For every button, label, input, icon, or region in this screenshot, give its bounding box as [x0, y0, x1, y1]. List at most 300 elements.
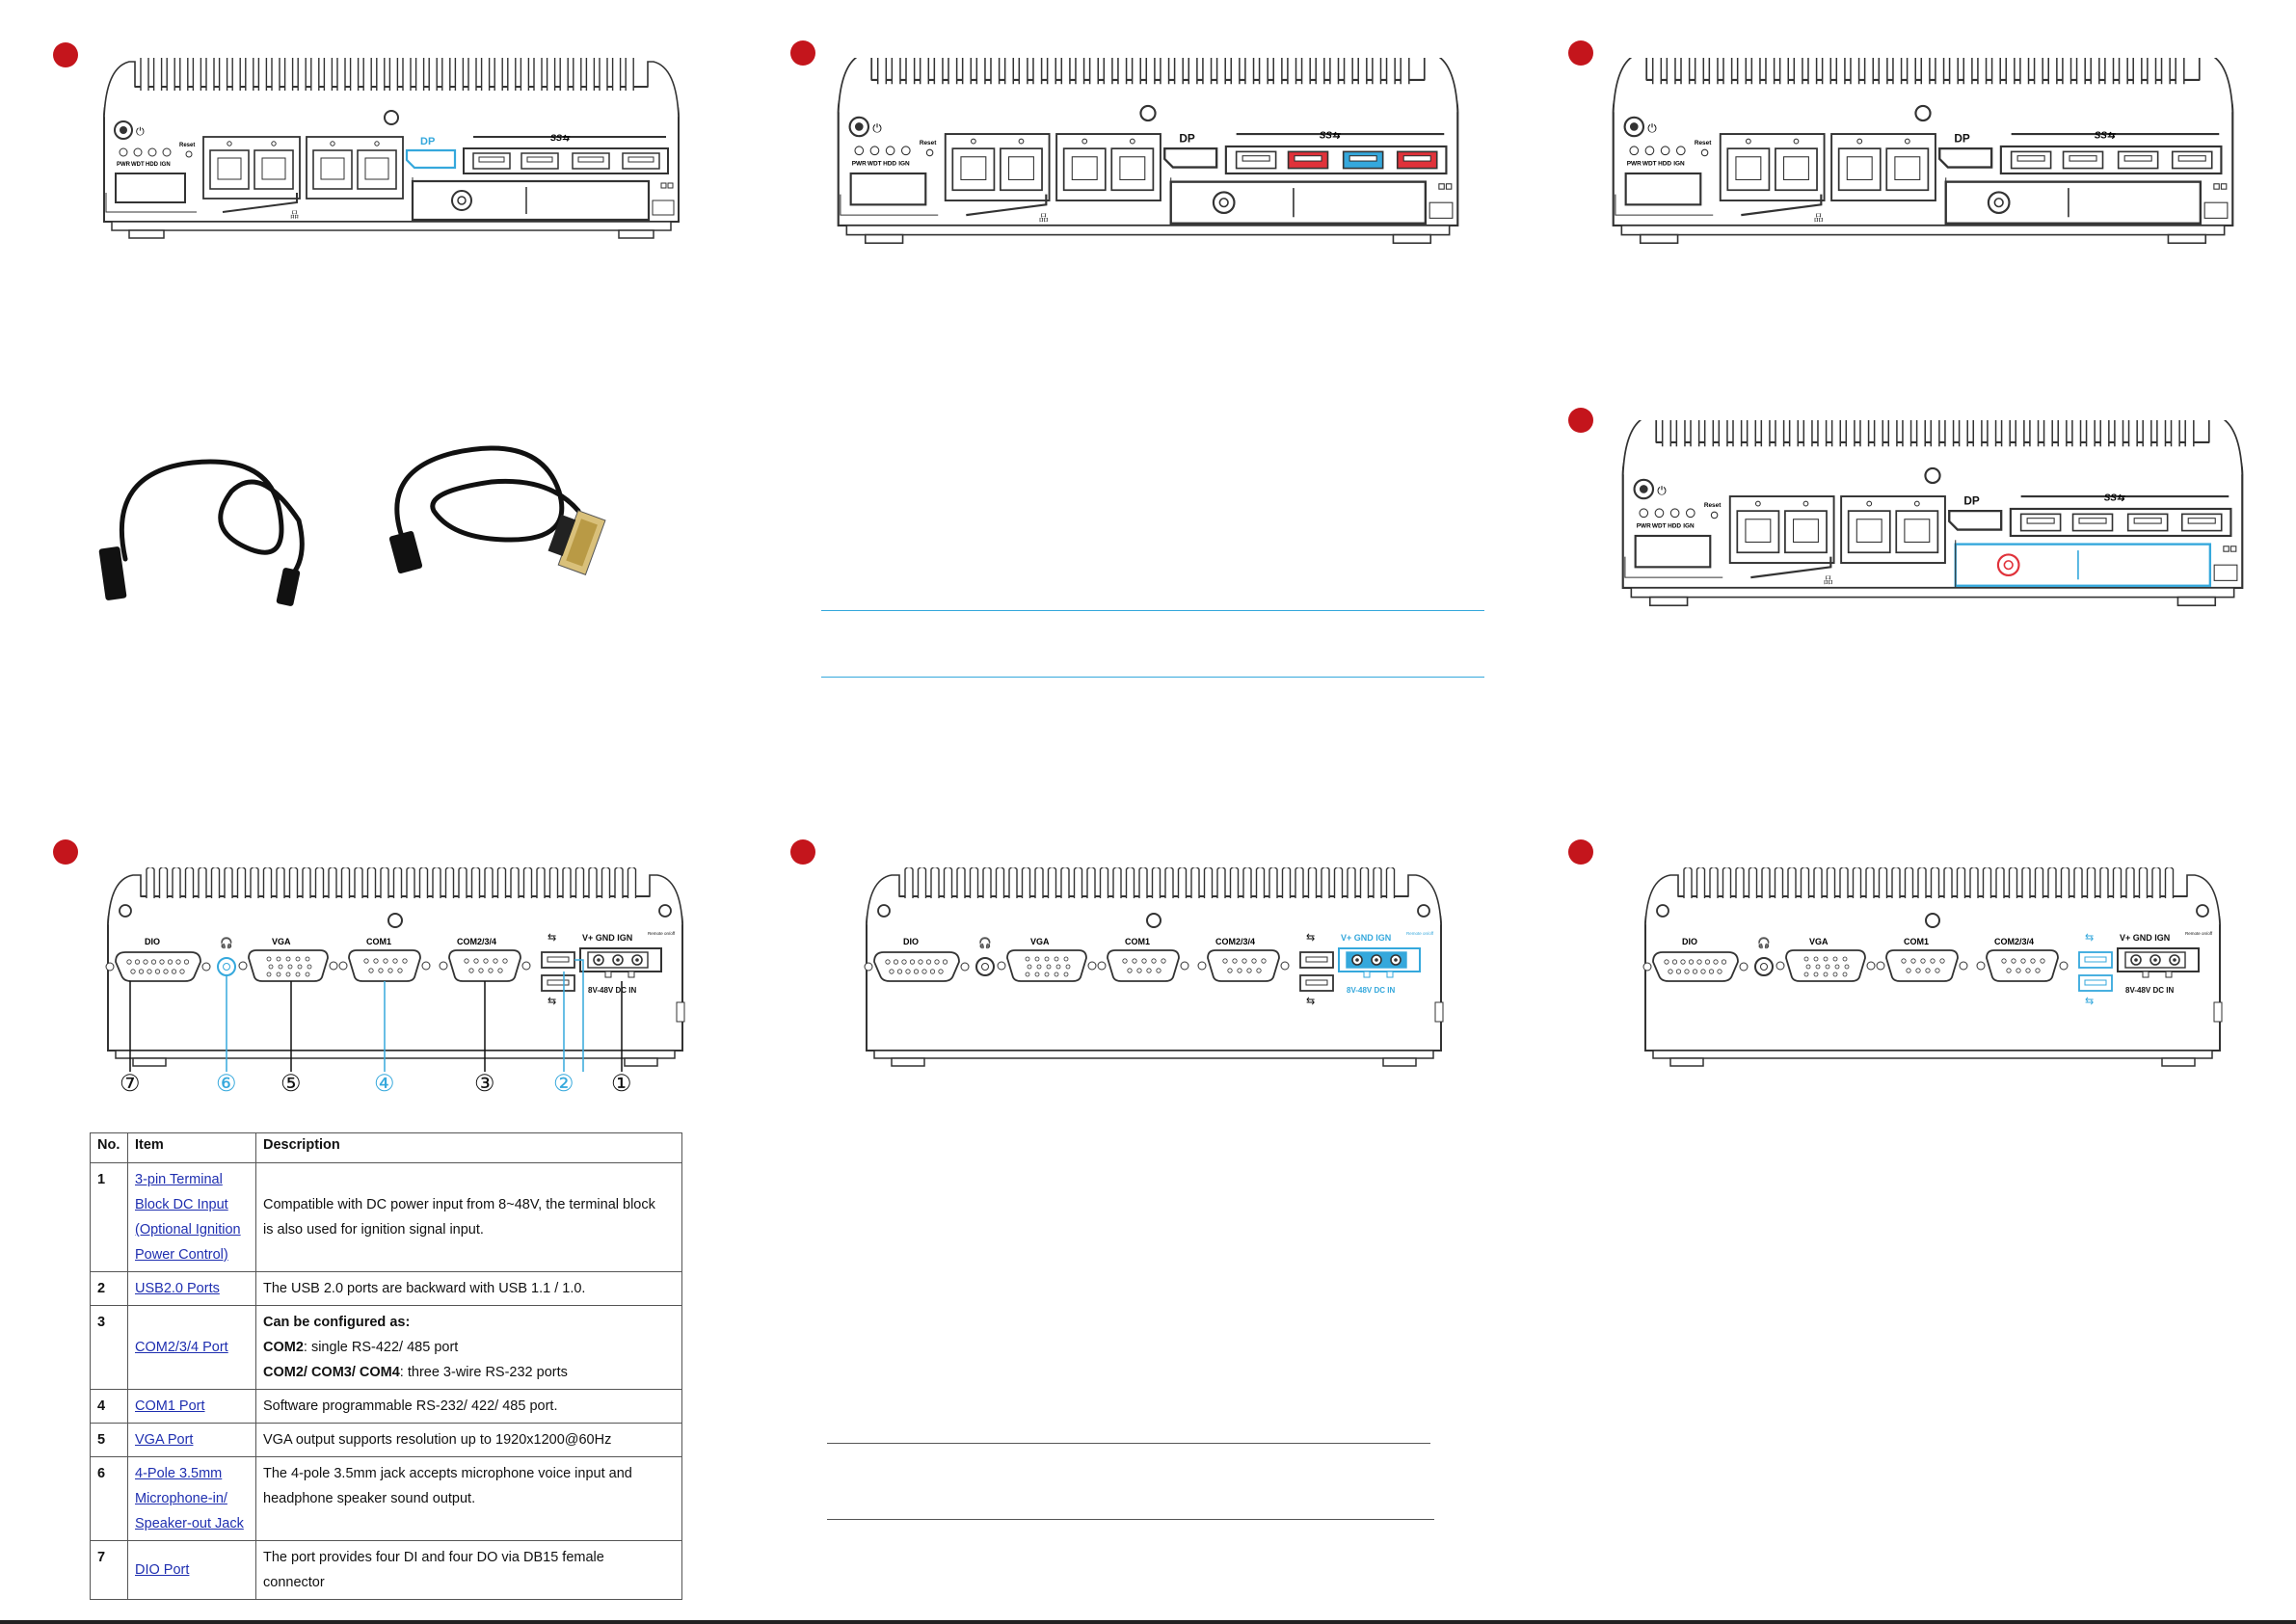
- heatsink-fin: [2172, 420, 2180, 446]
- heatsink-fin: [1749, 867, 1757, 898]
- pin: [1242, 959, 1246, 963]
- reset-label: Reset: [1703, 501, 1722, 509]
- heatsink-fin: [485, 867, 493, 898]
- com1-connector: [349, 950, 420, 981]
- heatsink-fin: [311, 58, 319, 91]
- terminal-screw-center: [1355, 958, 1359, 962]
- section-marker-7: [1568, 839, 1593, 865]
- heatsink-fin: [2020, 58, 2029, 84]
- connector-screw: [522, 962, 530, 970]
- screw-icon: [878, 905, 890, 917]
- pin: [403, 959, 407, 963]
- dp-label: DP: [1954, 131, 1970, 146]
- terminal-screw-center: [1375, 958, 1378, 962]
- page-footer-rule: [0, 1620, 2296, 1624]
- led-label-hdd: HDD: [146, 162, 158, 168]
- heatsink-fin: [342, 867, 350, 898]
- heatsink-fin: [212, 867, 220, 898]
- pin: [1257, 969, 1261, 972]
- heatsink-fin: [433, 867, 441, 898]
- usb-symbol-icon: ⇆: [2085, 932, 2095, 944]
- connector-screw: [1098, 962, 1106, 970]
- section-marker-6: [790, 839, 815, 865]
- led-label-ign: IGN: [898, 160, 910, 168]
- pin: [1685, 970, 1689, 973]
- heatsink-fin: [1033, 58, 1042, 84]
- pin: [1907, 969, 1910, 972]
- pin: [384, 959, 387, 963]
- heatsink-fin: [1681, 58, 1690, 84]
- led-label-wdt: WDT: [1642, 160, 1657, 168]
- heatsink-fin: [1814, 867, 1822, 898]
- heatsink-fin: [459, 867, 467, 898]
- pin: [465, 959, 468, 963]
- connector-screw: [1776, 962, 1784, 970]
- vga-label: VGA: [272, 937, 291, 946]
- heatsink-fin: [1973, 420, 1982, 446]
- heatsink-fin: [1104, 58, 1112, 84]
- usb3-port-tongue: [1242, 156, 1269, 161]
- heatsink-fin: [1302, 58, 1311, 84]
- foot-right: [625, 1058, 657, 1066]
- heatsink-fin: [160, 867, 168, 898]
- lan-port-inner: [1120, 157, 1145, 180]
- lan-port-inner: [321, 158, 344, 179]
- lan-led: [331, 142, 334, 146]
- heatsink-fin: [420, 867, 428, 898]
- dio-connector: [1653, 952, 1738, 981]
- bay-lock-center: [1994, 199, 2003, 207]
- heatsink-fin: [1048, 58, 1056, 84]
- heatsink-fin: [1243, 867, 1251, 898]
- pin: [180, 970, 184, 973]
- heatsink-fin: [2091, 58, 2099, 84]
- lan-led: [972, 139, 976, 144]
- foot-left: [129, 230, 164, 238]
- storage-bay: [1956, 545, 2210, 586]
- lan-led: [1867, 501, 1872, 506]
- lan-port-inner: [1794, 519, 1819, 543]
- power-symbol-icon: ⏻: [1647, 120, 1657, 135]
- heatsink-fin: [246, 58, 254, 91]
- heatsink-fin: [1322, 867, 1329, 898]
- header-item: Item: [128, 1133, 256, 1163]
- lan-led: [1747, 139, 1751, 144]
- led-indicator: [870, 146, 879, 155]
- usb3-port-tongue: [1295, 156, 1322, 161]
- heatsink-fin: [1309, 867, 1317, 898]
- pin: [1697, 960, 1701, 964]
- pin: [277, 972, 280, 976]
- heatsink-fin: [878, 58, 887, 84]
- pin: [1718, 970, 1722, 973]
- led-label-wdt: WDT: [131, 162, 145, 168]
- led-indicator: [1645, 146, 1654, 155]
- pin: [498, 969, 502, 972]
- displayport-connector: [1939, 148, 1991, 167]
- led-indicator: [1686, 509, 1695, 518]
- heatsink-fin: [1780, 58, 1789, 84]
- pin: [1936, 969, 1939, 972]
- terminal-tab: [605, 972, 611, 977]
- pin: [1247, 969, 1251, 972]
- heatsink-fin: [1101, 867, 1108, 898]
- heatsink-fin: [351, 58, 359, 91]
- usb3-port-tongue: [1403, 156, 1430, 161]
- connector-screw: [239, 962, 247, 970]
- heatsink-fin: [303, 867, 310, 898]
- heatsink-fin: [394, 867, 402, 898]
- com234-connector: [1987, 950, 2058, 981]
- heatsink-fin: [1788, 867, 1796, 898]
- led-label-wdt: WDT: [867, 160, 882, 168]
- heatsink-fin: [957, 867, 965, 898]
- pin: [160, 960, 164, 964]
- com234-label: COM2/3/4: [1994, 937, 2035, 946]
- com1-label: COM1: [1904, 937, 1930, 946]
- pin: [1931, 959, 1935, 963]
- heatsink-fin: [1374, 867, 1381, 898]
- pin: [267, 957, 271, 961]
- lan-led: [1914, 501, 1919, 506]
- heatsink-fin: [316, 867, 324, 898]
- divider-blue-2: [821, 677, 1484, 678]
- pin: [1911, 959, 1915, 963]
- heatsink-fin: [1984, 867, 1991, 898]
- dc-in-label: 8V-48V DC IN: [588, 986, 637, 995]
- heatsink-fin: [1846, 420, 1855, 446]
- dp-label: DP: [420, 136, 436, 147]
- pin: [1142, 959, 1146, 963]
- pin: [1252, 959, 1256, 963]
- mini-indicator: [1439, 184, 1444, 189]
- usb3-logo-icon: SS⇆: [2094, 130, 2115, 142]
- power-button-center: [1640, 485, 1648, 493]
- heatsink-fin: [1851, 58, 1859, 84]
- pin: [1028, 965, 1031, 969]
- connector-screw: [1960, 962, 1967, 970]
- heatsink-fin: [1996, 867, 2004, 898]
- side-badge-icon: [653, 200, 674, 215]
- heatsink-fin: [2016, 420, 2024, 446]
- lan-led: [1794, 139, 1799, 144]
- usb3-port-tongue: [2079, 519, 2106, 523]
- pin: [1223, 959, 1227, 963]
- heatsink-fin: [1663, 420, 1671, 446]
- headphone-icon: 🎧: [978, 938, 992, 949]
- heatsink-fin: [931, 867, 939, 898]
- heatsink-fin: [997, 867, 1004, 898]
- divider-gray-1: [827, 1443, 1430, 1444]
- heatsink-fin: [1832, 420, 1841, 446]
- chassis-base: [874, 1051, 1433, 1058]
- heatsink-fin: [2062, 867, 2069, 898]
- lan-port-inner: [1856, 519, 1882, 543]
- rear-panel-view-usb: [1600, 867, 2265, 1099]
- foot-left: [1641, 235, 1678, 244]
- heatsink-fin: [368, 867, 376, 898]
- pin: [1064, 972, 1068, 976]
- heatsink-fin: [1691, 420, 1699, 446]
- pin: [1152, 959, 1156, 963]
- heatsink-fin: [1944, 867, 1952, 898]
- pin: [307, 965, 311, 969]
- chassis-base: [1621, 226, 2224, 235]
- heatsink-fin: [285, 58, 293, 91]
- heatsink-fin: [1019, 58, 1028, 84]
- pin: [151, 960, 155, 964]
- pin: [926, 960, 930, 964]
- pin: [296, 957, 300, 961]
- pin: [176, 960, 180, 964]
- heatsink-fin: [1653, 58, 1662, 84]
- heatsink-fin: [1865, 58, 1874, 84]
- heatsink-fin: [524, 867, 532, 898]
- pin: [172, 970, 175, 973]
- heatsink-fin: [407, 867, 414, 898]
- heatsink-fin: [1823, 58, 1831, 84]
- heatsink-fin: [180, 58, 188, 91]
- heatsink-fin: [2114, 867, 2122, 898]
- heatsink-fin: [560, 58, 568, 91]
- heatsink-fin: [892, 58, 900, 84]
- usb3-port-tongue: [1349, 156, 1376, 161]
- item-link-vga[interactable]: VGA Port: [128, 1424, 256, 1457]
- pin: [935, 960, 939, 964]
- terminal-tab: [2166, 972, 2172, 977]
- section-marker-1: [53, 42, 78, 67]
- heatsink-fin: [1113, 867, 1121, 898]
- heatsink-fin: [1906, 867, 1913, 898]
- heatsink-fin: [381, 867, 388, 898]
- heatsink-fin: [1733, 420, 1742, 446]
- screw-icon: [1140, 106, 1155, 120]
- lan-led: [1130, 139, 1135, 144]
- usb3-port-tongue: [2178, 156, 2205, 161]
- com1-connector: [1108, 950, 1179, 981]
- heatsink-fin: [1936, 58, 1944, 84]
- connector-screw: [106, 963, 114, 971]
- heatsink-fin: [1921, 58, 1930, 84]
- bay-lock-center: [458, 197, 466, 204]
- heatsink-fin: [1009, 867, 1017, 898]
- heatsink-fin: [1866, 867, 1874, 898]
- terminal-tab: [2143, 972, 2149, 977]
- heatsink-fin: [511, 867, 519, 898]
- heatsink-fin: [154, 58, 162, 91]
- heatsink-fin: [2140, 867, 2148, 898]
- usb3-port-tongue: [2134, 519, 2161, 523]
- heatsink-fin: [576, 867, 584, 898]
- pin: [1137, 969, 1141, 972]
- heatsink-fin: [1348, 867, 1355, 898]
- heatsink-fin: [1723, 867, 1731, 898]
- heatsink-fin: [1723, 58, 1732, 84]
- table-row: 3 COM2/3/4 Port Can be configured as: COM2: single RS-422/ 485 port COM2/ COM3/ COM4: three 3-wire RS-232 ports: [91, 1306, 682, 1390]
- heatsink-fin: [1035, 867, 1043, 898]
- rear-panel-view-terminal: [821, 867, 1486, 1099]
- connector-screw: [1088, 962, 1096, 970]
- heatsink-fin: [976, 58, 985, 84]
- heatsink-fin: [220, 58, 227, 91]
- heatsink-fin: [1245, 58, 1254, 84]
- chassis-base: [1653, 1051, 2212, 1058]
- heatsink-fin: [1879, 58, 1887, 84]
- heatsink-fin: [1918, 867, 1926, 898]
- heatsink-fin: [971, 867, 978, 898]
- divider-gray-2: [827, 1519, 1434, 1520]
- pin: [1045, 957, 1049, 961]
- com1-label: COM1: [1125, 937, 1151, 946]
- pin: [469, 969, 473, 972]
- pin: [2036, 969, 2040, 972]
- led-indicator: [163, 148, 171, 156]
- led-label-ign: IGN: [1673, 160, 1685, 168]
- heatsink-fin: [1146, 58, 1155, 84]
- led-indicator: [1640, 509, 1648, 518]
- reset-button-icon: [186, 151, 192, 157]
- heatsink-fin: [508, 58, 516, 91]
- heatsink-fin: [2148, 58, 2156, 84]
- pin: [1693, 970, 1696, 973]
- heatsink-fin: [258, 58, 266, 91]
- dio-label: DIO: [145, 937, 161, 946]
- lan-led: [1803, 501, 1808, 506]
- pin: [2021, 959, 2025, 963]
- headphone-icon: 🎧: [220, 938, 233, 949]
- heatsink-fin: [1330, 58, 1339, 84]
- heatsink-fin: [1118, 58, 1127, 84]
- heatsink-fin: [615, 867, 623, 898]
- heatsink-fin: [416, 58, 424, 91]
- foot-left: [133, 1058, 166, 1066]
- screw-icon: [1418, 905, 1429, 917]
- pin: [1669, 970, 1672, 973]
- heatsink-fin: [1854, 867, 1861, 898]
- pin: [1824, 957, 1828, 961]
- pin: [1816, 965, 1820, 969]
- network-icon: 品: [1813, 213, 1824, 225]
- pin: [1689, 960, 1693, 964]
- heatsink-fin: [1970, 867, 1978, 898]
- mini-indicator: [661, 183, 666, 188]
- pin: [286, 972, 290, 976]
- callout-number: ①: [611, 1071, 632, 1097]
- heatsink-fin: [905, 867, 913, 898]
- led-label-hdd: HDD: [883, 160, 897, 168]
- screw-icon: [1926, 914, 1939, 927]
- section-marker-2: [790, 40, 815, 66]
- heatsink-fin: [628, 867, 636, 898]
- dio-label: DIO: [903, 937, 920, 946]
- pin: [135, 960, 139, 964]
- side-badge-icon: [1429, 202, 1453, 218]
- heatsink-fin: [2035, 58, 2043, 84]
- item-link-com1[interactable]: COM1 Port: [128, 1390, 256, 1424]
- heatsink-fin: [377, 58, 385, 91]
- pin: [1916, 969, 1920, 972]
- table-row: 6 4-Pole 3.5mm Microphone-in/ Speaker-out Jack The 4-pole 3.5mm jack accepts microphone voice input and headphone speaker sound output.: [91, 1457, 682, 1541]
- led-indicator: [1670, 509, 1679, 518]
- heatsink-fin: [482, 58, 490, 91]
- pin: [306, 957, 309, 961]
- pin: [298, 965, 302, 969]
- heatsink-fin: [1295, 867, 1303, 898]
- chassis-base: [846, 226, 1449, 235]
- heatsink-fin: [272, 58, 280, 91]
- pin: [398, 969, 402, 972]
- item-link-dio[interactable]: DIO Port: [128, 1541, 256, 1600]
- pin: [914, 970, 918, 973]
- pin: [277, 957, 280, 961]
- pin: [1056, 965, 1060, 969]
- heatsink-fin: [2152, 867, 2160, 898]
- front-panel-view-2: [815, 58, 1481, 289]
- terminal-label: V+ GND IGN: [2120, 933, 2171, 943]
- sim-slot: [1636, 536, 1711, 567]
- screw-icon: [1147, 914, 1161, 927]
- connector-screw: [1198, 962, 1206, 970]
- heatsink-fin: [1217, 867, 1225, 898]
- pin: [1047, 965, 1051, 969]
- heatsink-fin: [2010, 867, 2017, 898]
- heatsink-fin: [1273, 58, 1282, 84]
- heatsink-fin: [586, 58, 594, 91]
- led-label-wdt: WDT: [1651, 522, 1667, 530]
- heatsink-fin: [2162, 58, 2171, 84]
- heatsink-fin: [429, 58, 437, 91]
- heatsink-fin: [2030, 420, 2039, 446]
- pin: [131, 970, 135, 973]
- item-link-usb2[interactable]: USB2.0 Ports: [128, 1272, 256, 1306]
- heatsink-fin: [1802, 867, 1809, 898]
- pin: [906, 970, 910, 973]
- usb2-port-tongue: [1306, 980, 1327, 985]
- network-icon: 品: [290, 210, 300, 220]
- heatsink-fin: [919, 867, 926, 898]
- heatsink-fin: [600, 58, 607, 91]
- heatsink-fin: [1075, 867, 1082, 898]
- item-link-audio-jack[interactable]: 4-Pole 3.5mm Microphone-in/ Speaker-out Jack: [128, 1457, 256, 1541]
- item-link-com234[interactable]: COM2/3/4 Port: [128, 1306, 256, 1390]
- heatsink-fin: [494, 58, 502, 91]
- heatsink-fin: [2036, 867, 2043, 898]
- power-button-center: [120, 126, 127, 134]
- heatsink-fin: [1283, 867, 1291, 898]
- lan-led: [1905, 139, 1909, 144]
- heatsink-fin: [1061, 867, 1069, 898]
- item-link-dc-input[interactable]: 3-pin Terminal Block DC Input (Optional Ignition Power Control): [128, 1163, 256, 1272]
- network-icon: 品: [1038, 213, 1049, 225]
- pin: [267, 972, 271, 976]
- pin: [1055, 957, 1058, 961]
- heatsink-fin: [2002, 420, 2011, 446]
- pin: [1705, 960, 1709, 964]
- led-indicator: [855, 146, 864, 155]
- heatsink-fin: [1917, 420, 1926, 446]
- vga-label: VGA: [1030, 937, 1050, 946]
- usb-symbol-icon: ⇆: [547, 932, 557, 944]
- screw-icon: [388, 914, 402, 927]
- heatsink-fin: [1345, 58, 1353, 84]
- pin: [393, 959, 397, 963]
- usb2-port-tongue: [547, 980, 569, 985]
- connector-screw: [1643, 963, 1651, 971]
- com1-connector: [1886, 950, 1958, 981]
- heatsink-fin: [983, 867, 991, 898]
- storage-bay: [1946, 182, 2201, 224]
- pin: [1835, 965, 1839, 969]
